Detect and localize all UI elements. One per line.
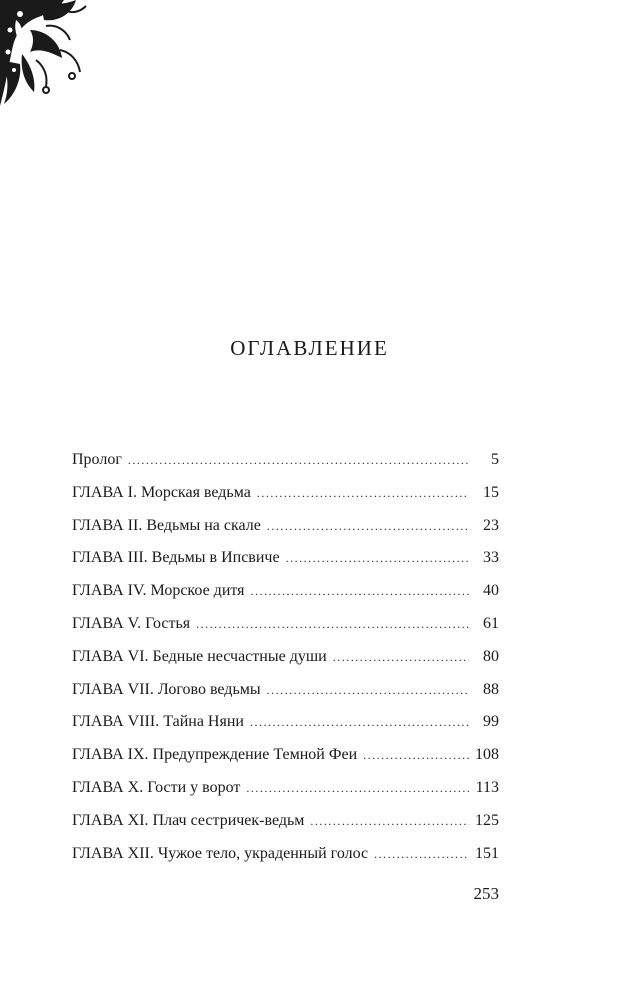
toc-entry-page: 88 bbox=[483, 680, 499, 698]
toc-entry[interactable] bbox=[72, 477, 499, 510]
floral-ornament-icon bbox=[0, 0, 88, 106]
toc-entry-label: ГЛАВА VIII. Тайна Няни bbox=[72, 713, 244, 731]
toc-entry[interactable] bbox=[72, 641, 499, 674]
dot-leader bbox=[286, 542, 469, 575]
dot-leader bbox=[257, 477, 469, 510]
page-title: ОГЛАВЛЕНИЕ bbox=[230, 336, 389, 360]
toc-entry-label: ГЛАВА X. Гости у ворот bbox=[72, 778, 241, 796]
dot-leader bbox=[267, 674, 469, 707]
toc-entry[interactable] bbox=[72, 575, 499, 608]
toc-entry-page: 40 bbox=[483, 582, 499, 600]
dot-leader bbox=[363, 739, 469, 772]
toc-entry-label: ГЛАВА VII. Логово ведьмы bbox=[72, 680, 261, 698]
dot-leader bbox=[374, 838, 469, 871]
toc-entry-label: ГЛАВА V. Гостья bbox=[72, 614, 191, 632]
toc-entry[interactable] bbox=[72, 805, 499, 838]
toc-entry[interactable] bbox=[72, 444, 499, 477]
toc-entry-page: 23 bbox=[483, 516, 499, 534]
dot-leader bbox=[128, 444, 469, 477]
toc-entry-page: 5 bbox=[491, 451, 499, 468]
toc-entry[interactable] bbox=[72, 838, 499, 871]
toc-entry-label: ГЛАВА III. Ведьмы в Ипсвиче bbox=[72, 549, 280, 567]
table-of-contents bbox=[72, 444, 499, 870]
toc-entry[interactable] bbox=[72, 510, 499, 543]
toc-entry-page: 99 bbox=[483, 713, 499, 731]
dot-leader bbox=[196, 608, 469, 641]
toc-entry-label: ГЛАВА VI. Бедные несчастные души bbox=[72, 647, 327, 665]
dot-leader bbox=[251, 575, 469, 608]
toc-entry-page: 151 bbox=[475, 844, 499, 862]
toc-entry[interactable] bbox=[72, 739, 499, 772]
toc-entry-page: 15 bbox=[483, 483, 499, 501]
toc-entry-page: 61 bbox=[483, 614, 499, 632]
toc-entry-page: 33 bbox=[483, 549, 499, 567]
toc-entry-label: ГЛАВА XII. Чужое тело, украденный голос bbox=[72, 844, 369, 862]
toc-entry-label: ГЛАВА XI. Плач сестричек-ведьм bbox=[72, 811, 305, 829]
page-number: 253 bbox=[473, 884, 499, 903]
toc-entry-label: Пролог bbox=[72, 451, 122, 468]
toc-entry-label: ГЛАВА I. Морская ведьма bbox=[72, 483, 251, 501]
dot-leader bbox=[310, 805, 469, 838]
dot-leader bbox=[333, 641, 469, 674]
toc-entry-label: ГЛАВА IX. Предупреждение Темной Феи bbox=[72, 746, 358, 764]
toc-entry[interactable] bbox=[72, 706, 499, 739]
toc-entry-page: 113 bbox=[475, 778, 499, 796]
toc-entry-page: 108 bbox=[475, 746, 499, 764]
dot-leader bbox=[246, 772, 469, 805]
dot-leader bbox=[267, 510, 469, 543]
toc-entry[interactable] bbox=[72, 674, 499, 707]
toc-entry[interactable] bbox=[72, 772, 499, 805]
toc-entry-label: ГЛАВА II. Ведьмы на скале bbox=[72, 516, 261, 534]
toc-entry[interactable] bbox=[72, 608, 499, 641]
toc-entry-page: 125 bbox=[475, 811, 499, 829]
dot-leader bbox=[250, 706, 469, 739]
toc-entry[interactable] bbox=[72, 542, 499, 575]
toc-entry-label: ГЛАВА IV. Морское дитя bbox=[72, 582, 245, 600]
toc-entry-page: 80 bbox=[483, 647, 499, 665]
